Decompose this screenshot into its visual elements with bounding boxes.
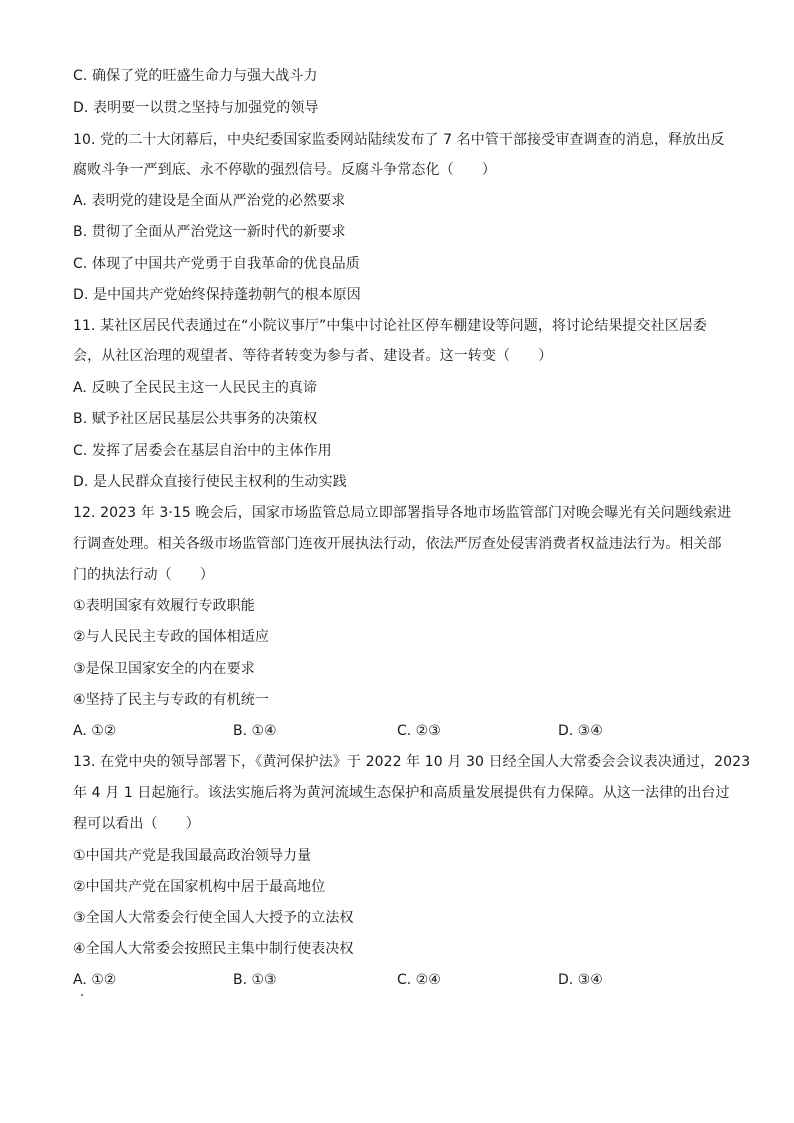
q13-item-2: ②中国共产党在国家机构中居于最高地位 (73, 879, 326, 895)
q11-stem-line-2: 会，从社区治理的观望者、等待者转变为参与者、建设者。这一转变（ ） (73, 348, 553, 364)
q13-item-3: ③全国人大常委会行使全国人大授予的立法权 (73, 910, 354, 926)
q13-option-b: B. ①③ (233, 972, 277, 988)
q12-option-d: D. ③④ (558, 723, 603, 739)
q11-option-d: D. 是人民群众直接行使民主权利的生动实践 (73, 474, 347, 490)
q13-item-1: ①中国共产党是我国最高政治领导力量 (73, 848, 312, 864)
q11-option-b: B. 赋予社区居民基层公共事务的决策权 (73, 411, 318, 427)
q9-option-c: C. 确保了党的旺盛生命力与强大战斗力 (73, 68, 318, 84)
q13-option-d: D. ③④ (558, 972, 603, 988)
q12-option-a: A. ①② (73, 723, 117, 739)
q13-item-4: ④全国人大常委会按照民主集中制行使表决权 (73, 941, 354, 957)
q12-item-4: ④坚持了民主与专政的有机统一 (73, 692, 269, 708)
q13-option-c: C. ②④ (397, 972, 441, 988)
q10-stem-line-2: 腐败斗争一严到底、永不停歇的强烈信号。反腐斗争常态化（ ） (73, 162, 496, 178)
q11-option-a: A. 反映了全民民主这一人民民主的真谛 (73, 380, 318, 396)
q9-option-d: D. 表明要一以贯之坚持与加强党的领导 (73, 100, 319, 116)
q12-item-2: ②与人民民主专政的国体相适应 (73, 629, 269, 645)
q12-option-c: C. ②③ (397, 723, 441, 739)
q10-option-a: A. 表明党的建设是全面从严治党的必然要求 (73, 193, 346, 209)
q13-stem-line-2: 年 4 月 1 日起施行。该法实施后将为黄河流域生态保护和高质量发展提供有力保障。从这一法律的出台过 (73, 785, 730, 801)
q13-option-a: A. ①② (73, 972, 117, 988)
q10-option-b: B. 贯彻了全面从严治党这一新时代的新要求 (73, 224, 346, 240)
q12-item-1: ①表明国家有效履行专政职能 (73, 598, 255, 614)
q11-option-c: C. 发挥了居委会在基层自治中的主体作用 (73, 443, 332, 459)
stray-mark (81, 994, 83, 996)
q13-stem-line-3: 程可以看出（ ） (73, 816, 200, 832)
q10-option-c: C. 体现了中国共产党勇于自我革命的优良品质 (73, 256, 360, 272)
q12-stem-line-3: 门的执法行动（ ） (73, 567, 214, 583)
q12-item-3: ③是保卫国家安全的内在要求 (73, 661, 255, 677)
q13-stem-line-1: 13. 在党中央的领导部署下，《黄河保护法》于 2022 年 10 月 30 日经全国人大常委会会议表决通过，2023 (73, 754, 751, 770)
q10-stem-line-1: 10. 党的二十大闭幕后，中央纪委国家监委网站陆续发布了 7 名中管干部接受审查调查的消息，释放出反 (73, 132, 725, 148)
q12-option-b: B. ①④ (233, 723, 277, 739)
q12-stem-line-2: 行调查处理。相关各级市场监管部门连夜开展执法行动，依法严厉查处侵害消费者权益违法行为。相关部 (73, 536, 722, 552)
q11-stem-line-1: 11. 某社区居民代表通过在“小院议事厅”中集中讨论社区停车棚建设等问题，将讨论结果提交社区居委 (73, 318, 708, 334)
q10-option-d: D. 是中国共产党始终保持蓬勃朝气的根本原因 (73, 287, 361, 303)
q12-stem-line-1: 12. 2023 年 3·15 晚会后，国家市场监管总局立即部署指导各地市场监管部门对晚会曝光有关问题线索进 (73, 505, 732, 521)
